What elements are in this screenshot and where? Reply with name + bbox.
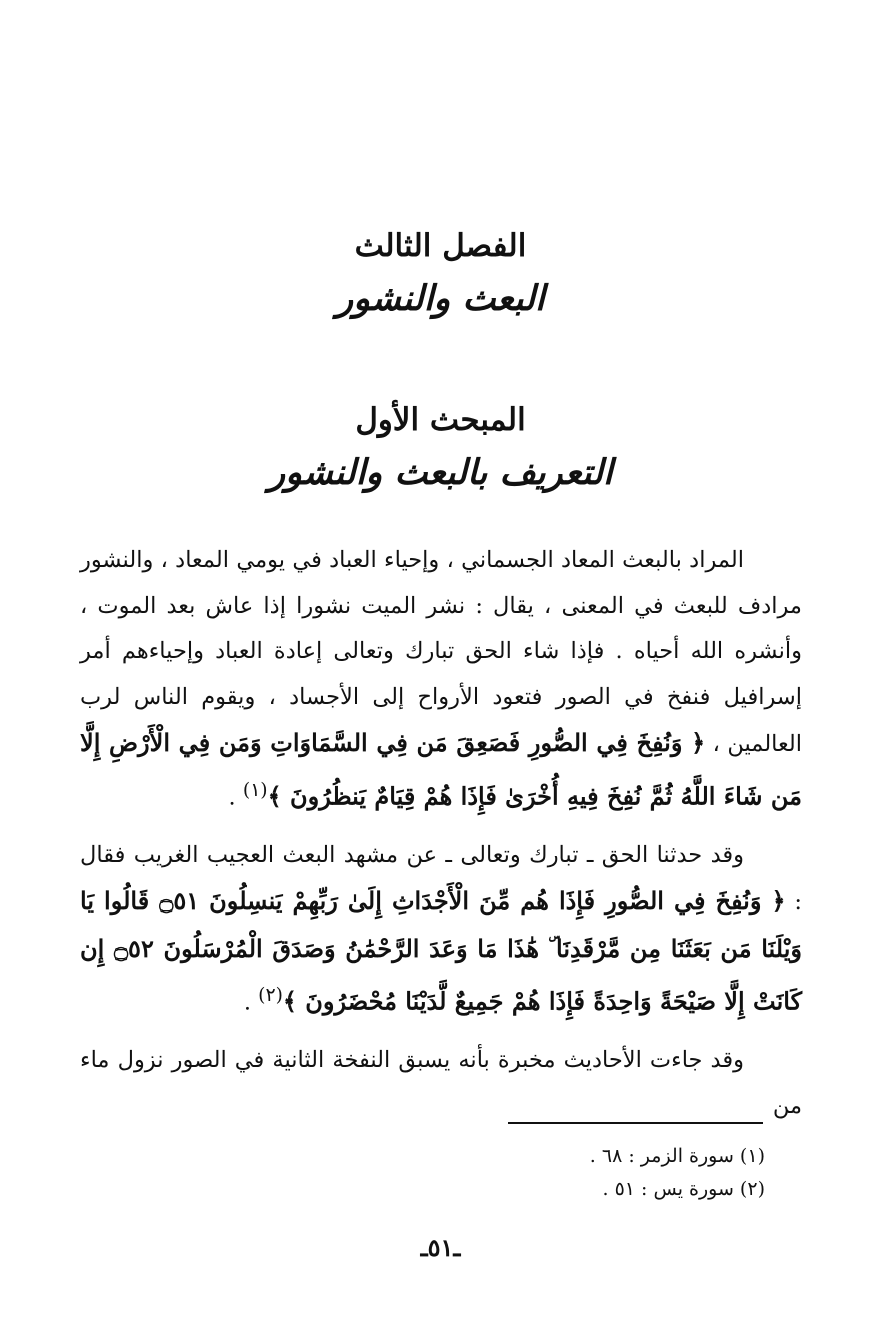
chapter-label: الفصل الثالث [354, 228, 527, 264]
paragraph-text: وقد جاءت الأحاديث مخبرة بأنه يسبق النفخة الثانية في الصور نزول ماء من [80, 1047, 802, 1119]
page-number: ـ٥١ـ [420, 1233, 461, 1262]
section-title: التعريف بالبعث والنشور [268, 452, 613, 493]
footnote-1: (١) سورة الزمر : ٦٨ . [589, 1145, 765, 1167]
footnotes [480, 1140, 765, 1206]
section-label: المبحث الأول [355, 402, 526, 438]
chapter-title: البعث والنشور [336, 278, 545, 319]
paragraph-resurrection-scene [80, 833, 802, 1027]
footnote-ref: (٢) [258, 985, 283, 1006]
quran-verse: ﴿ وَنُفِخَ فِي الصُّورِ فَإِذَا هُم مِّنَ الْأَجْدَاثِ إِلَىٰ رَبِّهِمْ يَنسِلُونَ ۝٥١ قَالُوا يَا وَيْلَنَا مَن بَعَثَنَا مِن مَّرْقَدِنَا ۜ هَٰذَا مَا وَعَدَ الرَّحْمَٰنُ وَصَدَقَ الْمُرْسَلُونَ ۝٥٢ إِن كَانَتْ إِلَّا صَيْحَةً وَاحِدَةً فَإِذَا هُمْ جَمِيعٌ لَّدَيْنَا مُحْضَرُونَ ﴾ [80, 886, 803, 1016]
footnote-2: (٢) سورة يس : ٥١ . [602, 1178, 765, 1200]
quran-verse: ﴿ وَنُفِخَ فِي الصُّورِ فَصَعِقَ مَن فِي السَّمَاوَاتِ وَمَن فِي الْأَرْضِ إِلَّا مَن شَاءَ اللَّهُ ثُمَّ نُفِخَ فِيهِ أُخْرَىٰ فَإِذَا هُمْ قِيَامٌ يَنظُرُونَ ﴾ [80, 728, 802, 810]
paragraph-text: المراد بالبعث المعاد الجسماني ، وإحياء العباد في يومي المعاد ، والنشور مرادف للبعث في المعنى ، يقال : نشر الميت نشورا إذا عاش بعد الموت ، وأنشره الله أحياه . فإذا شاء الحق تبارك وتعالى إعادة العباد وإحياءهم أمر إسرافيل فنفخ في الصور فتعود الأرواح إلى الأجساد ، ويقوم الناس لرب العالمين ، [80, 547, 802, 757]
body-text [80, 538, 802, 1129]
footnote-divider [508, 1122, 763, 1124]
paragraph-text: وقد حدثنا الحق ـ تبارك وتعالى ـ عن مشهد البعث العجيب الغريب فقال : [80, 841, 803, 915]
paragraph-definition [80, 538, 802, 821]
paragraph-hadith [80, 1038, 802, 1129]
paragraph-end: . [243, 989, 259, 1016]
paragraph-end: . [228, 784, 243, 810]
footnote-ref: (١) [242, 779, 268, 801]
